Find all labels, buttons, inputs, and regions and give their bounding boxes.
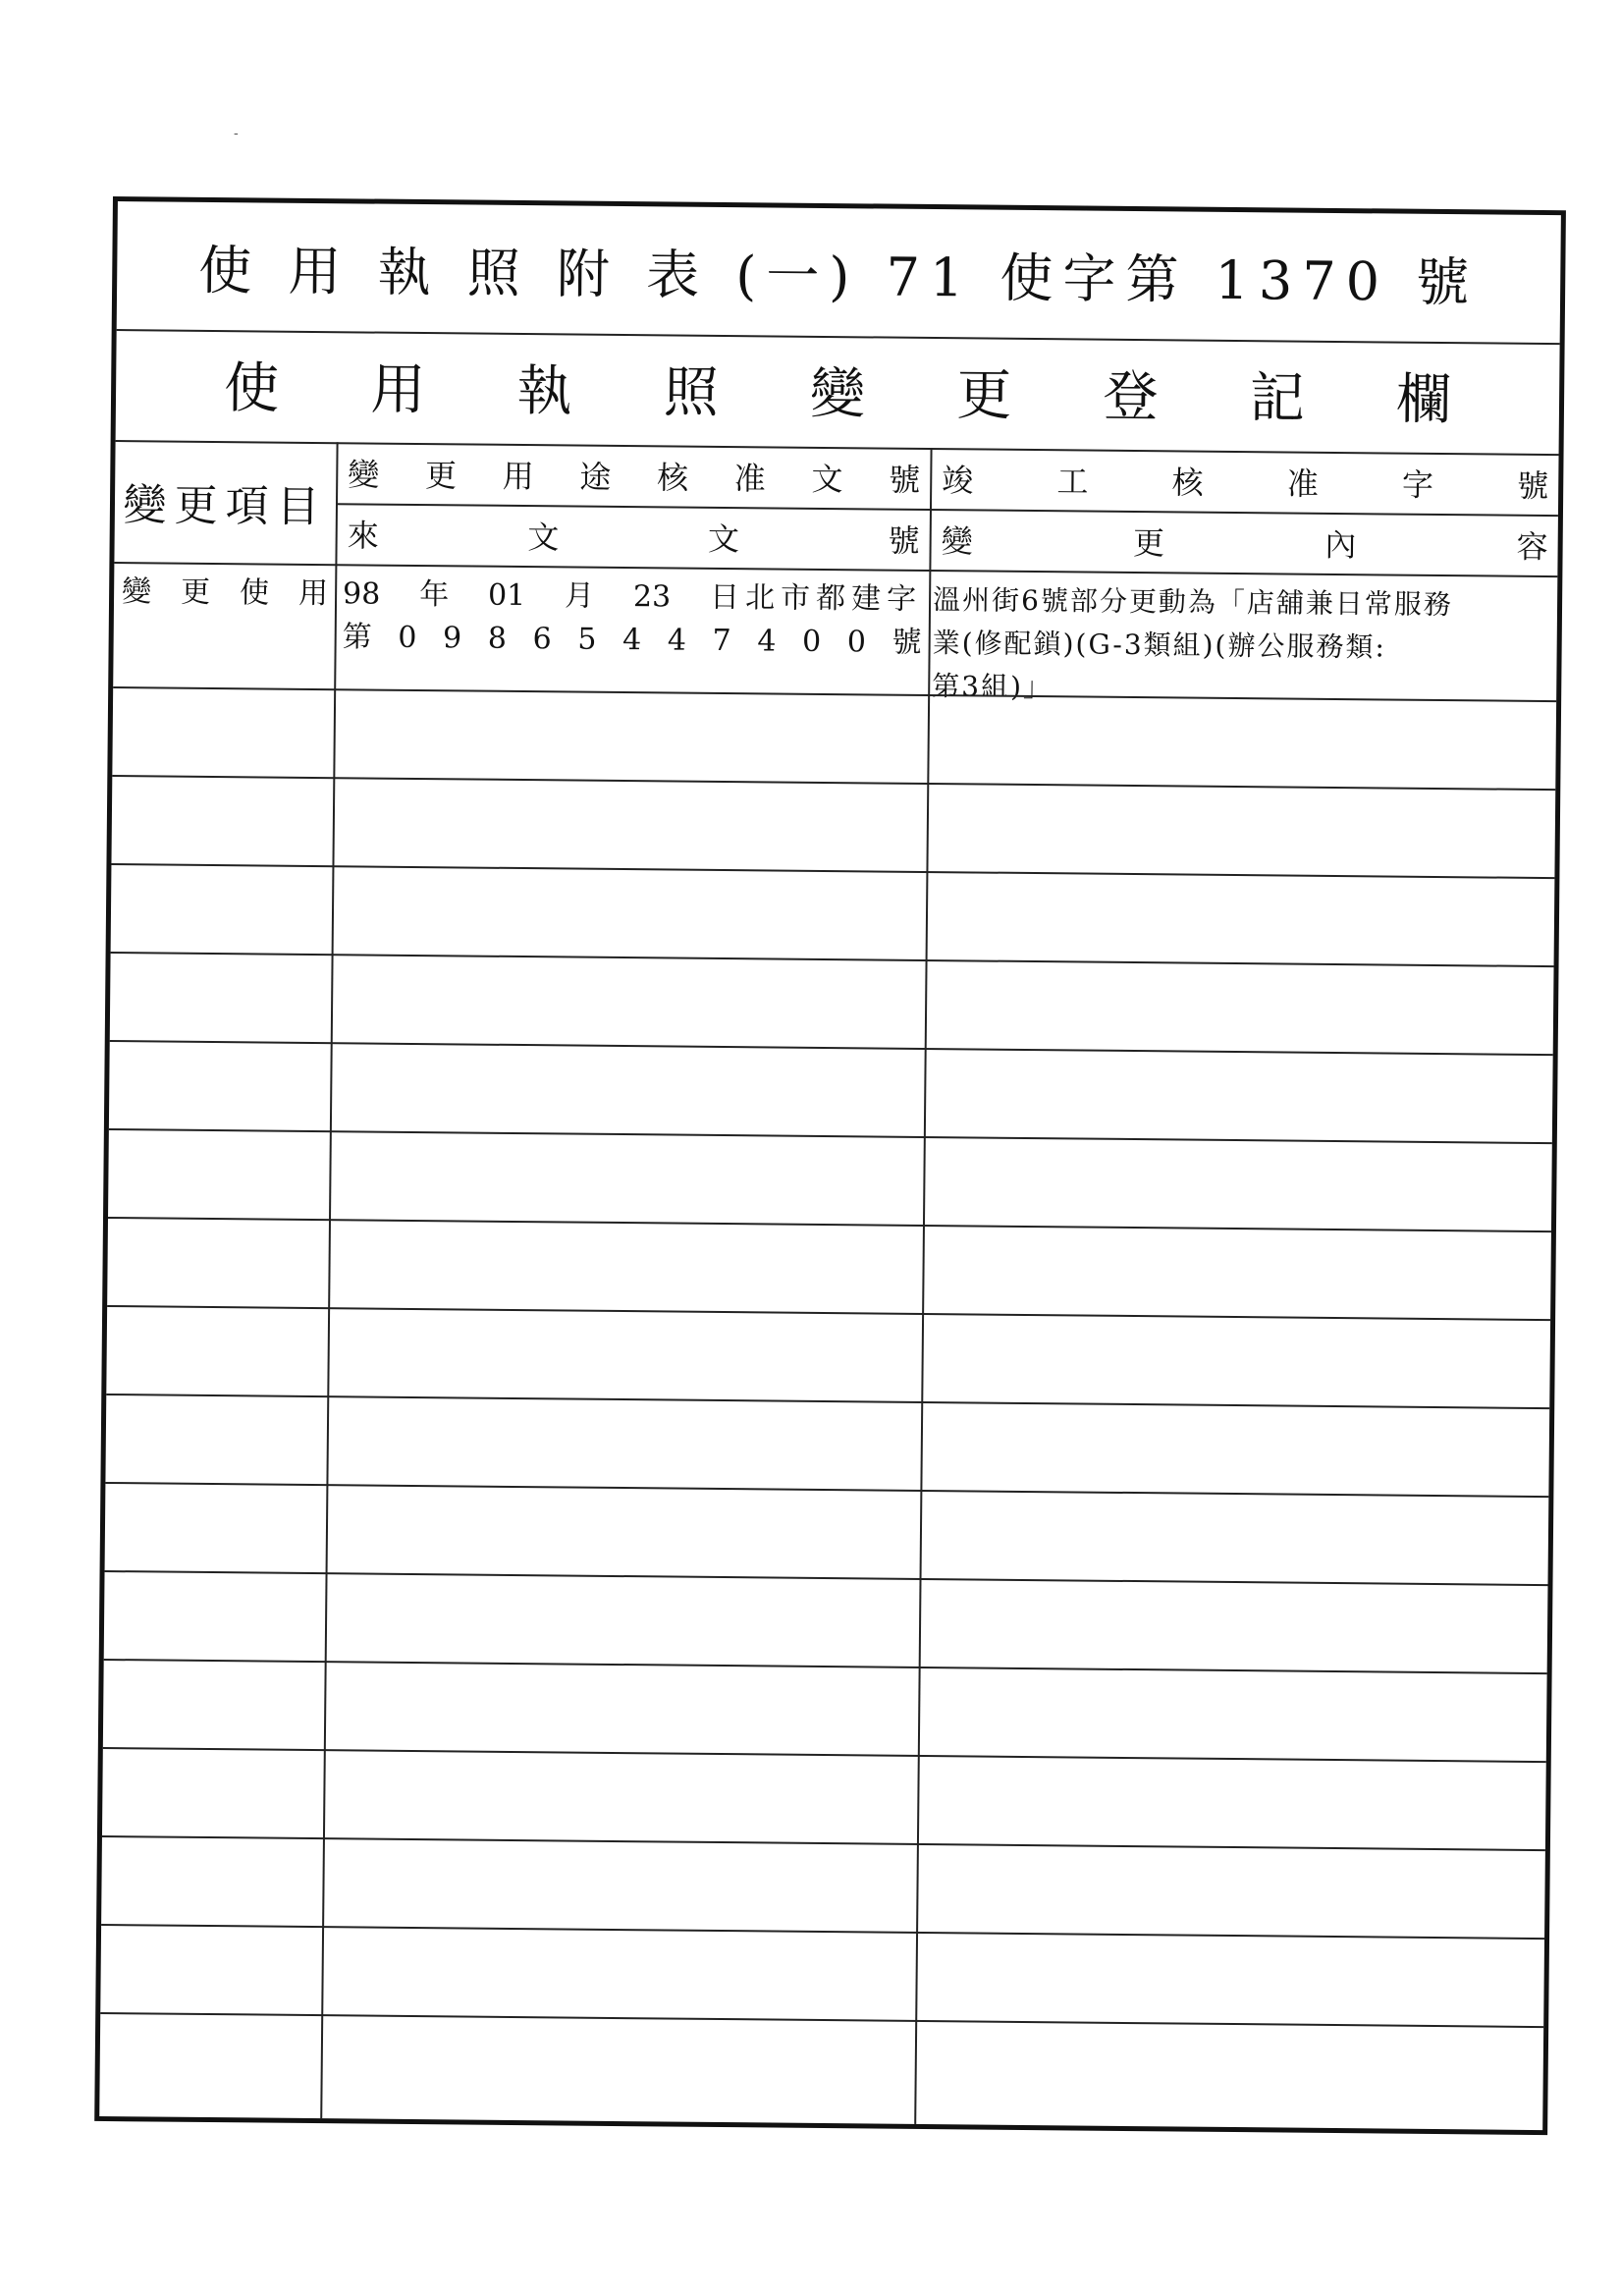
subtitle-char: 照 [663,360,720,425]
item-char: 更 [180,574,211,610]
row-line [106,1394,1549,1409]
change-item-header: 變更項目 [123,480,328,533]
column-divider [914,448,932,2124]
doc-token: 6 [532,622,552,657]
item-char: 變 [121,574,152,610]
content-line: 溫州街6號部分更動為「店舖兼日常服務 [932,583,1454,622]
doc-token: 4 [621,623,642,658]
doc-token: 第 [342,620,372,655]
header-char: 字 [1401,465,1434,504]
row-line [112,775,1555,791]
header-char: 用 [502,457,534,496]
header-char: 更 [424,457,458,495]
doc-line-2 [342,616,921,665]
doc-token: 0 [801,624,822,659]
doc-token: 01 [487,577,526,614]
header-char: 文 [527,519,560,557]
row-line [109,1128,1552,1144]
scan-speck: - [234,126,239,141]
header-char: 核 [656,459,689,497]
header-char: 竣 [942,462,974,500]
doc-token: 4 [757,624,777,659]
usage-permit-attachment-form [94,196,1566,2135]
content-line: 第3組)」 [932,670,1054,704]
subtitle-char: 更 [956,363,1012,428]
header-char: 號 [888,521,920,560]
subtitle-char: 變 [809,361,866,427]
header-char: 來 [347,517,379,555]
item-char: 用 [297,575,329,612]
row-line [110,1040,1553,1056]
doc-token: 8 [487,621,508,656]
header-char: 核 [1171,464,1204,502]
form-title: 使 用 執 照 附 表 (一) 71 使字第 1370 號 [198,239,1480,313]
entry-approval-doc [338,573,926,665]
row-line [111,952,1554,967]
doc-token: 月 [564,578,595,614]
row-line [105,1570,1548,1586]
row-line [107,1305,1550,1321]
row-line [101,1924,1544,1940]
header-char: 容 [1516,527,1548,567]
row-line [108,1217,1551,1232]
row-line [103,1747,1546,1763]
header-char: 變 [941,522,973,561]
header-char: 准 [733,460,766,498]
header-char: 號 [889,461,921,499]
row-line [102,1835,1545,1851]
header-completion-number [932,450,1559,513]
header-char: 更 [1132,523,1165,563]
doc-token: 98 [342,576,381,612]
doc-token: 日北市都建字 [709,579,923,617]
column-divider [320,442,338,2118]
doc-token: 9 [442,621,462,656]
header-char: 內 [1324,525,1357,565]
doc-token: 0 [846,625,867,660]
header-char: 准 [1286,465,1320,503]
doc-token: 5 [577,622,597,657]
header-char: 號 [1516,466,1549,506]
header-incoming-doc-number [337,505,930,568]
doc-line-1 [343,573,922,622]
header-approval-number [338,444,931,507]
doc-token: 23 [632,579,672,615]
doc-token: 7 [712,623,731,659]
header-char: 文 [811,460,843,499]
subtitle-char: 登 [1103,364,1159,430]
subtitle-char: 用 [370,357,426,423]
item-char: 使 [239,575,270,611]
row-line [100,2012,1543,2028]
row-line [105,1482,1548,1498]
subtitle-char: 使 [223,356,280,421]
entry-change-item [118,571,332,616]
subtitle-char: 記 [1249,366,1306,431]
entry-change-content [932,578,1553,714]
doc-token: 4 [667,623,687,658]
header-change-content [931,511,1558,574]
row-line [111,863,1554,879]
subtitle-char: 執 [516,358,572,424]
header-char: 途 [579,458,612,496]
form-subtitle [224,330,1452,450]
header-char: 工 [1056,463,1089,501]
header-char: 文 [707,519,740,559]
header-char: 變 [348,456,380,494]
content-line: 業(修配鎖)(G-3類組)(辦公服務類: [932,627,1387,664]
row-line [104,1659,1547,1674]
doc-token: 0 [398,620,417,655]
doc-token: 年 [419,577,450,613]
subtitle-char: 欄 [1395,367,1452,433]
doc-token: 號 [892,625,922,660]
